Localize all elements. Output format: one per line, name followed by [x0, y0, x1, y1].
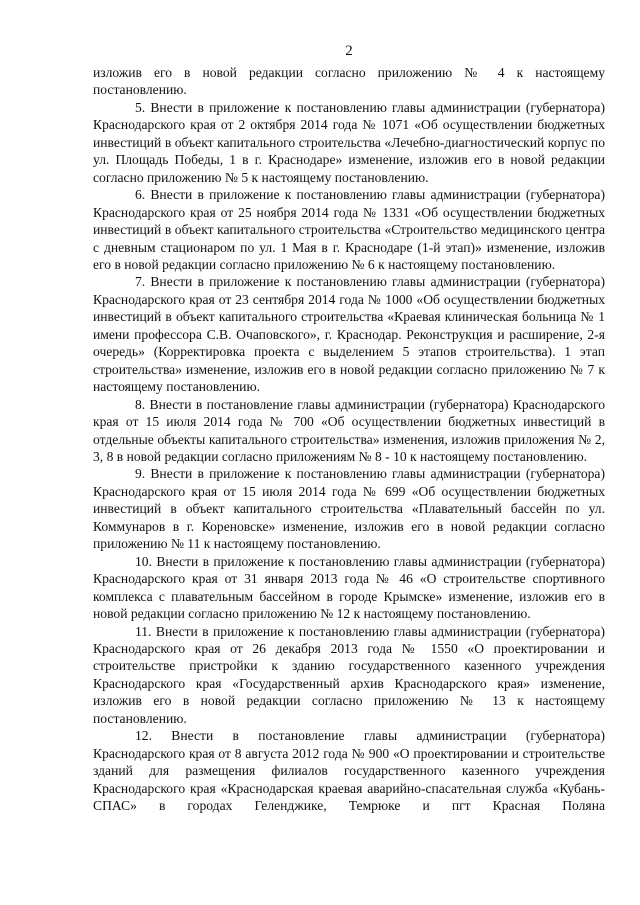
paragraph-12: 12. Внести в постановление главы администрации (губернатора) Краснодарского края от 8 августа 2012 года № 900 «О проектировании и строительстве зданий для размещения филиалов государственного казенного учреждения Краснодарского края «Краснодарская краевая аварийно-спасательная служба «Кубань-СПАС» в городах Геленджике, Темрюке и пгт Красная Поляна	[93, 728, 605, 814]
document-page	[93, 42, 605, 902]
paragraph-10: 10. Внести в приложение к постановлению главы администрации (губернатора) Краснодарского края от 31 января 2013 года № 46 «О строительстве спортивного комплекса с плавательным бассейном в городе Крымске» изменение, изложив его в новой редакции согласно приложению № 12 к настоящему постановлению.	[93, 553, 605, 622]
paragraph-9: 9. Внести в приложение к постановлению главы администрации (губернатора) Краснодарского края от 15 июля 2014 года № 699 «Об осуществлении бюджетных инвестиций в объект капитального строительства «Плавательный бассейн по ул. Коммунаров в г. Кореновске» изменение, изложив его в новой редакции согласно приложению № 11 к настоящему постановлению.	[93, 466, 605, 552]
paragraph-6: 6. Внести в приложение к постановлению главы администрации (губернатора) Краснодарского края от 25 ноября 2014 года № 1331 «Об осуществлении бюджетных инвестиций в объект капитального строительства «Строительство медицинского центра с дневным стационаром по ул. 1 Мая в г. Краснодаре (1-й этап)» изменение, изложив его в новой редакции согласно приложению № 6 к настоящему постановлению.	[93, 187, 605, 272]
paragraph-7: 7. Внести в приложение к постановлению главы администрации (губернатора) Краснодарского края от 23 сентября 2014 года № 1000 «Об осуществлении бюджетных инвестиций в объект капитального строительства «Краевая клиническая больница № 1 имени профессора С.В. Очаповского», г. Краснодар. Реконструкция и расширение, 2-я очередь» (Корректировка проекта с выделением 5 этапов строительства). 1 этап строительства» изменение, изложив его в новой редакции согласно приложению № 7 к настоящему постановлению.	[93, 274, 605, 395]
page-number: 2	[345, 43, 353, 59]
paragraph-11: 11. Внести в приложение к постановлению главы администрации (губернатора) Краснодарского края от 26 декабря 2013 года № 1550 «О проектировании и строительстве пристройки к зданию государственного казенного учреждения Краснодарского края «Государственный архив Краснодарского края» изменение, изложив его в новой редакции согласно приложению № 13 к настоящему постановлению.	[93, 623, 605, 726]
paragraph-continuation: изложив его в новой редакции согласно приложению № 4 к настоящему постановлению.	[93, 65, 605, 98]
paragraph-8: 8. Внести в постановление главы администрации (губернатора) Краснодарского края от 15 июля 2014 года № 700 «Об осуществлении бюджетных инвестиций в отдельные объекты капитального строительства» изменения, изложив приложения № 2, 3, 8 в новой редакции согласно приложениям № 8 - 10 к настоящему постановлению.	[93, 396, 605, 464]
paragraph-5: 5. Внести в приложение к постановлению главы администрации (губернатора) Краснодарского края от 2 октября 2014 года № 1071 «Об осуществлении бюджетных инвестиций в объект капитального строительства «Лечебно-диагностический корпус по ул. Площадь Победы, 1 в г. Краснодаре» изменение, изложив его в новой редакции согласно приложению № 5 к настоящему постановлению.	[93, 99, 605, 185]
